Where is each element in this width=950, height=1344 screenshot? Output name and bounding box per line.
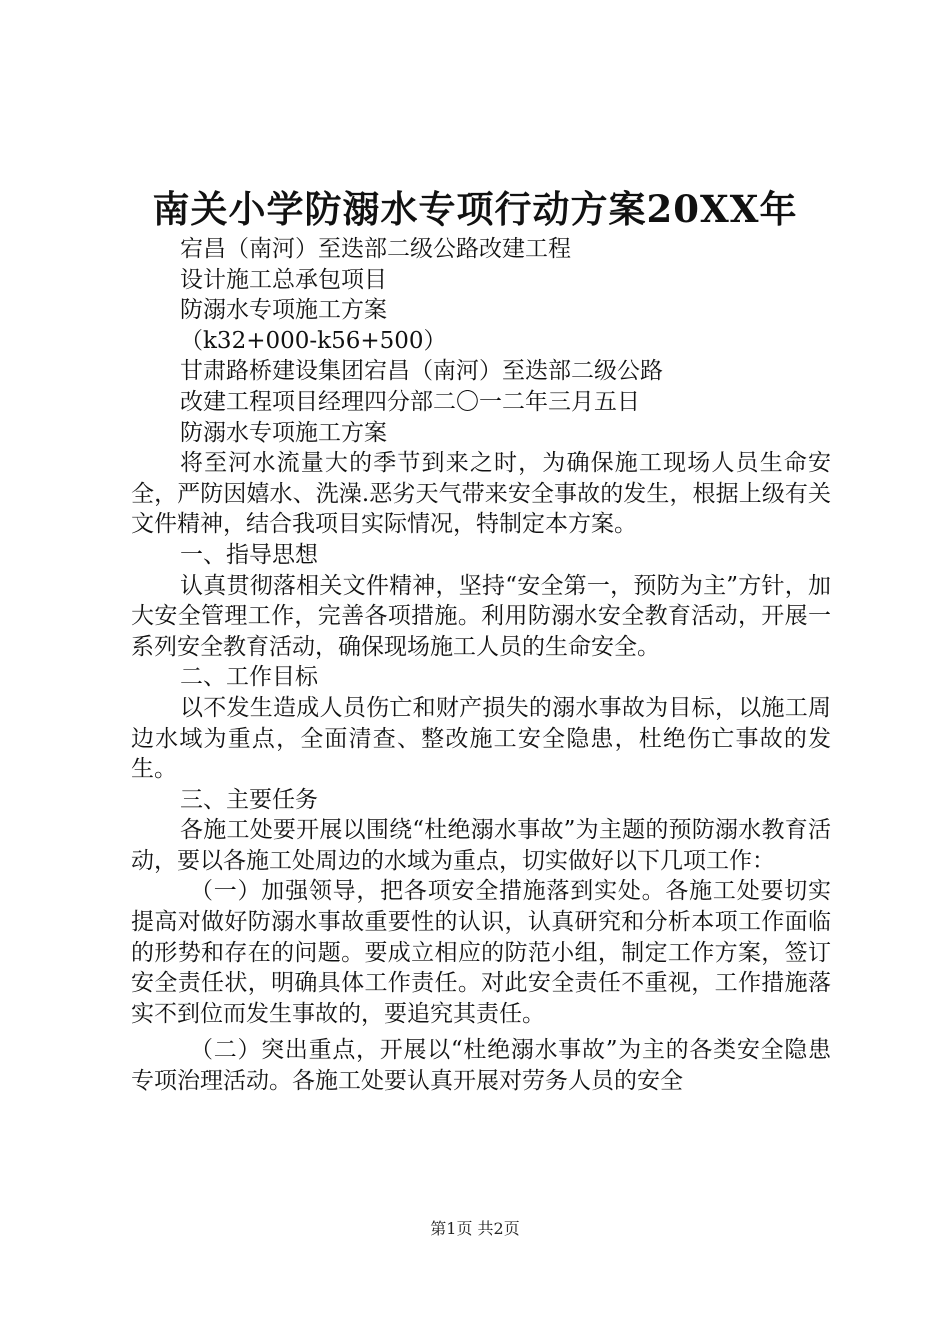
- meta-line: 防溺水专项施工方案: [180, 419, 387, 446]
- numbered-item: （二）突出重点，开展以“杜绝溺水事故”为主的各类安全隐患专项治理活动。各施工处要认真开展对劳务人员的安全: [131, 1037, 831, 1095]
- section-heading: 一、指导思想: [180, 541, 318, 568]
- section-heading: 三、主要任务: [180, 786, 318, 813]
- meta-line: 防溺水专项施工方案: [180, 297, 387, 324]
- meta-line: 宕昌（南河）至迭部二级公路改建工程: [180, 236, 571, 262]
- section-heading: 二、工作目标: [180, 664, 318, 691]
- meta-line: （k32+000-k56+500）: [180, 327, 447, 354]
- section-paragraph: 认真贯彻落相关文件精神，坚持“安全第一，预防为主”方针，加大安全管理工作，完善各项措施。利用防溺水安全教育活动，开展一系列安全教育活动，确保现场施工人员的生命安全。: [131, 572, 831, 660]
- meta-line: 改建工程项目经理四分部二〇一二年三月五日: [180, 388, 640, 415]
- intro-paragraph: 将至河水流量大的季节到来之时，为确保施工现场人员生命安全，严防因嬉水、洗澡.恶劣天气带来安全事故的发生，根据上级有关文件精神，结合我项目实际情况，特制定本方案。: [131, 450, 831, 538]
- meta-line: 甘肃路桥建设集团宕昌（南河）至迭部二级公路: [180, 358, 663, 385]
- section-paragraph: 各施工处要开展以围绕“杜绝溺水事故”为主题的预防溺水教育活动，要以各施工处周边的水域为重点，切实做好以下几项工作：: [131, 817, 831, 874]
- document-body: [131, 234, 831, 1097]
- page-footer: 第1页 共2页: [430, 1219, 520, 1238]
- document-title: 南关小学防溺水专项行动方案20XX年: [152, 187, 798, 231]
- numbered-item: （一）加强领导，把各项安全措施落到实处。各施工处要切实提高对做好防溺水事故重要性的认识，认真研究和分析本项工作面临的形势和存在的问题。要成立相应的防范小组，制定工作方案，签订安全责任状，明确具体工作责任。对此安全责任不重视，工作措施落实不到位而发生事故的，要追究其责任。: [131, 878, 831, 1027]
- section-paragraph: 以不发生造成人员伤亡和财产损失的溺水事故为目标，以施工周边水域为重点，全面清查、整改施工安全隐患，杜绝伤亡事故的发生。: [131, 694, 831, 783]
- meta-line: 设计施工总承包项目: [180, 266, 387, 293]
